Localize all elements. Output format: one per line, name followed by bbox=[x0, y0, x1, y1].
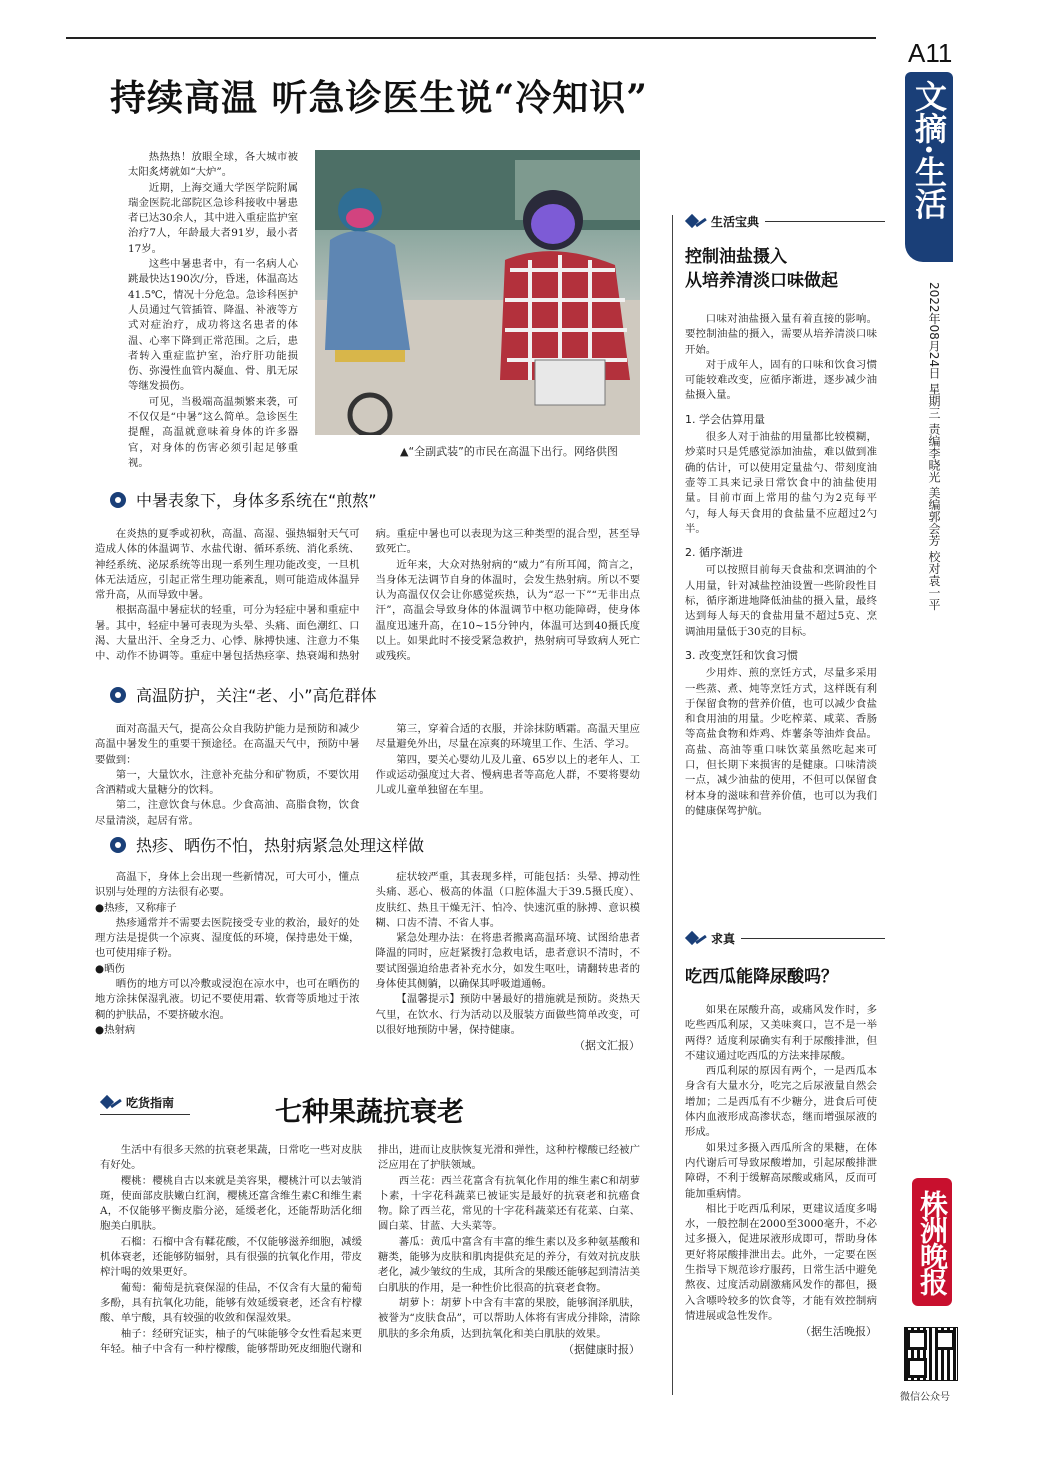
top-rule bbox=[66, 37, 876, 39]
section-heading-text: 高温防护，关注“老、小”高危群体 bbox=[136, 686, 377, 705]
tips-tag bbox=[685, 213, 885, 230]
section-heading-3 bbox=[110, 833, 424, 856]
pen-icon bbox=[100, 1096, 122, 1110]
intro-paragraph: 近期，上海交通大学医学院附属瑞金医院北部院区急诊科接收中暑患者已达30余人，其中进入重症监护室治疗7人，年龄最大者91岁，最小者17岁。 bbox=[128, 181, 298, 255]
section-bullet-icon bbox=[110, 687, 126, 703]
tips-item-title: 2. 循序渐进 bbox=[685, 546, 743, 560]
food-tag bbox=[100, 1094, 190, 1111]
tips-item-title: 1. 学会估算用量 bbox=[685, 412, 765, 426]
tips-item-title: 3. 改变烹饪和饮食习惯 bbox=[685, 648, 798, 662]
food-source: （据健康时报） bbox=[563, 1342, 640, 1356]
food-headline: 七种果蔬抗衰老 bbox=[275, 1097, 464, 1128]
section-banner bbox=[905, 72, 953, 262]
section-heading-text: 中暑表象下，身体多系统在“煎熬” bbox=[136, 491, 377, 510]
paper-logo bbox=[912, 1178, 952, 1306]
food-body: 生活中有很多天然的抗衰老果蔬，日常吃一些对皮肤有好处。 樱桃：樱桃自古以来就是美容果，樱桃汁可以去皱消斑，使面部皮肤嫩白红润，樱桃还富含维生素C和维生素A，不仅能够平衡皮脂分泌，延缓老化，还能帮助活化细胞美白肌肤。 石榴：石榴中含有鞣花酸，不仅能够滋养细胞，减缓机体衰老，还能够防辐射，具有很强的抗氧化作用，带皮榨汁喝的效果更好。 葡萄：葡萄是抗衰保湿的佳品，不仅含有大量的葡萄多酚，具有抗氧化功能，能够有效延缓衰老，还含有柠檬酸、单宁酸，具有较强的收敛和保湿效果。 柚子：经研究证实，柚子的气味能够令女性看起来更年轻。柚子中含有一种柠檬酸，能够帮助死皮细胞代谢和排出，进而让皮肤恢复光滑和弹性，这种柠檬酸已经被广泛应用在了护肤领域。 西兰花：西兰花富含有抗氧化作用的维生素C和胡萝卜素，十字花科蔬菜已被证实是最好的抗衰老和抗癌食物。除了西兰花，常见的十字花科蔬菜还有花菜、白菜、圆白菜、甘蓝、大头菜等。 蕃瓜：黄瓜中富含有丰富的维生素以及多种氨基酸和糖类，能够为皮肤和肌肉提供充足的养分，有效对抗皮肤老化，减少皱纹的生成，其所含的果酸还能够起到清洁美白肌肤的作用，是一种性价比很高的抗衰老食物。 胡萝卜：胡萝卜中含有丰富的果胶，能够润泽肌肤，被誉为“皮肤食品”，可以帮助人体将有害成分排除，清除肌肤的多余角质，达到抗氧化和美白肌肤的效果。 （据健康时报） bbox=[100, 1144, 640, 1356]
tips-tag-text: 生活宝典 bbox=[711, 215, 760, 229]
photo-caption: ▲“全副武装”的市民在高温下出行。网络供图 bbox=[400, 445, 618, 458]
section-3-body: 高温下，身体上会出现一些新情况，可大可小，懂点识别与处理的方法很有必要。 ●热疹，又称痱子 热疹通常并不需要去医院接受专业的救治，最好的处理方法是提供一个凉爽、湿度低的环境，保持患处干燥，也可使用痱子粉。 ●晒伤 晒伤的地方可以冷敷或浸泡在凉水中，也可在晒伤的地方涂抹保湿乳液。切记不要使用霜、软膏等质地过于浓稠的护肤品，不要挤破水泡。 ●热射病 症状较严重，其表现多样，可能包括：头晕、搏动性头痛、恶心、极高的体温（口腔体温大于39.5摄氏度）、皮肤红、热且干燥无汗、怕冷、快速沉重的脉搏、意识模糊、口齿不清、不省人事。 紧急处理办法：在将患者搬离高温环境、试图给患者降温的同时，应赶紧拨打急救电话，患者意识不清时，不要试图强迫给患者补充水分，如发生呕吐，请翻转患者的身体使其侧躺，以确保其呼吸道通畅。 【温馨提示】预防中暑最好的措施就是预防。炎热天气里，在饮水、行为活动以及服装方面做些简单改变，可以很好地预防中暑，保持健康。 （据文汇报） bbox=[95, 871, 640, 1053]
cyclists-photo bbox=[315, 150, 640, 435]
paper-logo-text: 株洲晚报 bbox=[916, 1190, 949, 1294]
section-2-body: 面对高温天气，提高公众自我防护能力是预防和减少高温中暑发生的重要干预途径。在高温天气中，预防中暑要做到： 第一，大量饮水，注意补充盐分和矿物质，不要饮用含酒精或大量糖分的饮料。 第二，注意饮食与休息。少食高油、高脂食物，饮食尽量清淡，起居有常。 第三，穿着合适的衣服，并涂抹防晒霜。高温天里应尽量避免外出，尽量在凉爽的环境里工作、生活、学习。 第四，要关心婴幼儿及儿童、65岁以上的老年人、工作或运动强度过大者、慢病患者等高危人群，不要将婴幼儿或儿童单独留在车里。 bbox=[95, 723, 640, 827]
intro-paragraph: 热热热！放眼全球，各大城市被太阳炙烤就如“大炉”。 bbox=[128, 151, 298, 179]
pen-icon bbox=[685, 932, 707, 946]
qa-tag bbox=[685, 930, 885, 947]
pen-icon bbox=[685, 215, 707, 229]
section-1-body: 在炎热的夏季或初秋，高温、高湿、强热辐射天气可造成人体的体温调节、水盐代谢、循环系统、消化系统、神经系统、泌尿系统等出现一系列生理功能改变，一旦机体无法适应，引起正常生理功能紊乱，则可能造成体温异常升高，从而导致中暑。 根据高温中暑症状的轻重，可分为轻症中暑和重症中暑。其中，轻症中暑可表现为头晕、头痛、面色潮红、口渴、大量出汗、全身乏力、心悸、脉搏快速、注意力不集中、动作不协调等。重症中暑包括热痉挛、热衰竭和热射病。重症中暑也可以表现为这三种类型的混合型，甚至导致死亡。 近年来，大众对热射病的“威力”有所耳闻，简言之，当身体无法调节自身的体温时，会发生热射病。所以不要认为高温仅仅会让你感觉疾热，认为“忍一下”“无非出点汗”，高温会导致身体的体温调节中枢功能障碍，使身体温度迅速升高，在10~15分钟内，体温可达到40摄氏度以上。如果此时不接受紧急救护，热射病可导致病人死亡或残疾。 bbox=[95, 528, 640, 663]
qr-code bbox=[904, 1327, 958, 1381]
page-number: A11 bbox=[908, 38, 953, 68]
intro-paragraph: 这些中暑患者中，有一名病人心跳最快达190次/分，昏迷，体温高达41.5℃，情况十分危急。急诊科医护人员通过气管插管、降温、补液等方式对症治疗，成功将这名患者的体温、心率下降到正常范围。之后，患者转入重症监护室，治疗肝功能损伤、弥漫性血管内凝血、骨、肌无尿等继发损伤。 bbox=[128, 258, 298, 393]
food-tag-rule bbox=[100, 1114, 190, 1115]
section-3-source: （据文汇报） bbox=[574, 1039, 640, 1053]
qa-tag-text: 求真 bbox=[711, 932, 736, 946]
qa-body: 如果在尿酸升高，或痛风发作时，多吃些西瓜利尿，又美味爽口，岂不是一举两得？适度利尿确实有利于尿酸排泄，但不建议通过吃西瓜的方法来排尿酸。 西瓜利尿的原因有两个，一是西瓜本身含有大量水分，吃完之后尿液量自然会增加；二是西瓜有不少糖分，进食后可使体内血液形成高渗状态，继而增强尿液的形成。 如果过多摄入西瓜所含的果糖，在体内代谢后可导致尿酸增加，引起尿酸排泄障碍，不利于缓解高尿酸或痛风，反而可能加重病情。 相比于吃西瓜利尿，更建议适度多喝水，一般控制在2000至3000毫升，不必过多摄入，促进尿液形成即可，帮助身体更好将尿酸排泄出去。此外，一定要在医生指导下规范诊疗服药，日常生活中避免熬夜、过度活动剧激痛风发作的都但，摄入含嘌呤较多的饮食等，才能有效控制病情进展或急性发作。 （据生活晚报） bbox=[685, 1004, 877, 1339]
side-info: 2022年08月24日 星期三 责编李晓光 美编郭会芳 校对袁一平 bbox=[927, 282, 941, 611]
section-bullet-icon bbox=[110, 492, 126, 508]
tips-headline: 控制油盐摄入 从培养清淡口味做起 bbox=[685, 247, 838, 291]
section-heading-text: 热疹、晒伤不怕，热射病紧急处理这样做 bbox=[136, 836, 425, 855]
section-bullet-icon bbox=[110, 837, 126, 853]
tips-body: 口味对油盐摄入量有着直接的影响。要控制油盐的摄入，需要从培养清淡口味开始。 对于成年人，固有的口味和饮食习惯可能较难改变，应循序渐进，逐步减少油盐摄入量。 1. 学会估算用量 很多人对于油盐的用量都比较模糊，炒菜时只是凭感觉添加油盐，难以做到准确的估计，可以使用定量盐勺、带刻度油壶等工具来记录日常饮食中的油盐使用量。目前市面上常用的盐勺为2克每平勺，每人每天食用的食盐量不应超过2勺半。 2. 循序渐进 可以按照目前每天食盐和烹调油的个人用量，针对减盐控油设置一些阶段性目标，循序渐进地降低油盐的摄入量，最终达到每人每天的食盐用量不超过5克、烹调油用量低于30克的目标。 3. 改变烹饪和饮食习惯 少用炸、煎的烹饪方式，尽量多采用一些蒸、煮、炖等烹饪方式，这样既有利于保留食物的营养价值，也可以减少食盐和食用油的用量。少吃榨菜、咸菜、香肠等高盐食物和炸鸡、炸薯条等油炸食品。高盐、高油等重口味饮菜虽然吃起来可口，但长期下来损害的是健康。口味清淡一点，减少油盐的使用，不但可以保留食材本身的滋味和营养价值，也可以为我们的健康保驾护航。 bbox=[685, 313, 877, 817]
section-heading-2 bbox=[110, 683, 377, 706]
intro-text bbox=[128, 150, 298, 471]
intro-paragraph: 可见，当极端高温频繁来袭，可不仅仅是“中暑”这么简单。急诊医生提醒，高温就意味着身体的许多器官，对身体的伤害必须引起足够重视。 bbox=[128, 395, 298, 469]
section-title: 文摘·生活 bbox=[910, 80, 948, 220]
section-heading-1 bbox=[110, 488, 377, 511]
food-tag-text: 吃货指南 bbox=[126, 1096, 175, 1110]
qa-headline: 吃西瓜能降尿酸吗？ bbox=[685, 967, 838, 987]
qa-source: （据生活晚报） bbox=[800, 1325, 877, 1339]
main-headline: 持续高温 听急诊医生说“冷知识” bbox=[110, 77, 648, 119]
column-divider bbox=[672, 215, 673, 1395]
qr-caption: 微信公众号 bbox=[900, 1392, 950, 1403]
